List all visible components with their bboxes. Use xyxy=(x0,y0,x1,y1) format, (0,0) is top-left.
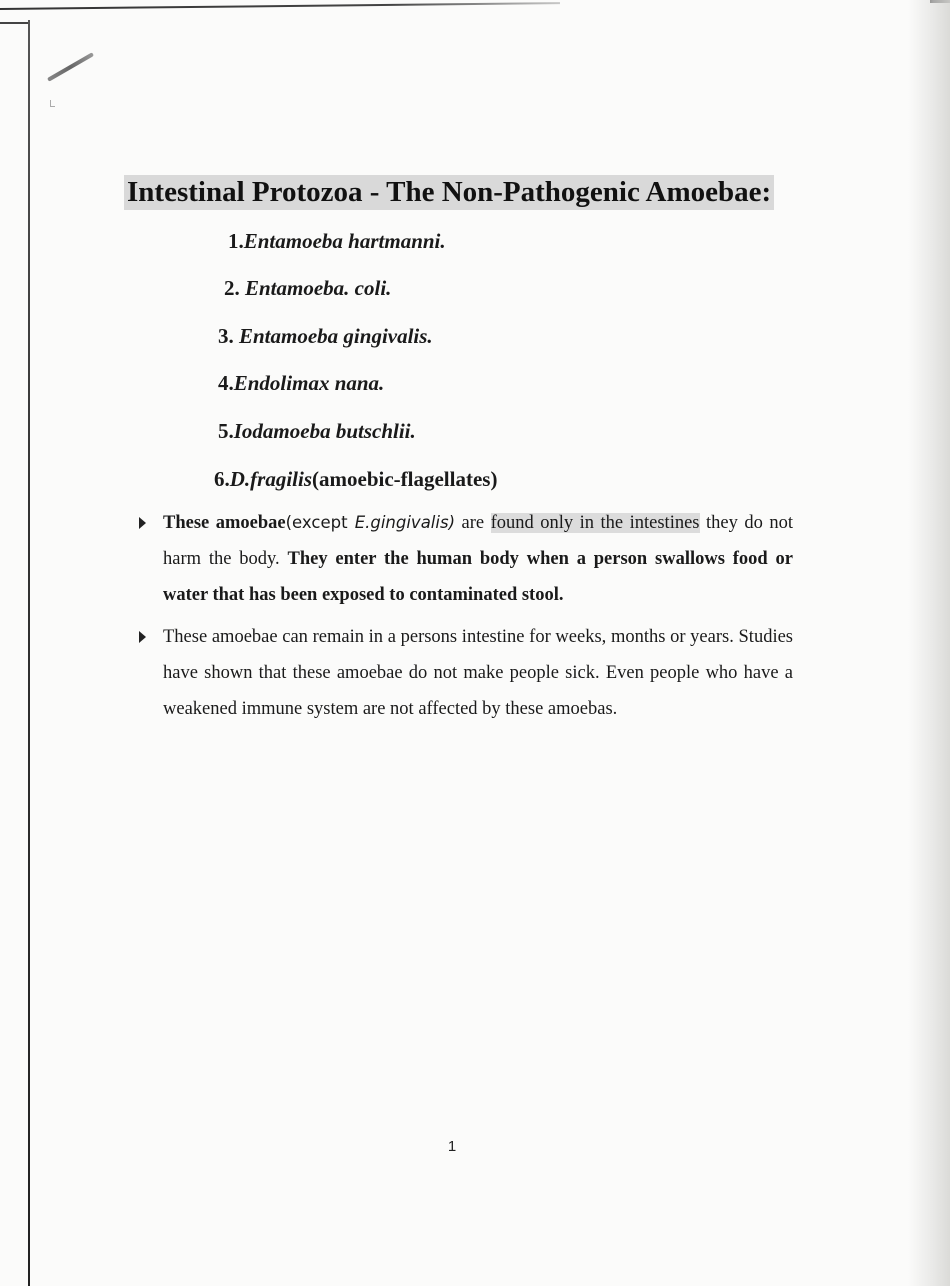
species-number: 6. xyxy=(214,467,230,491)
bullet-arrow-icon xyxy=(139,631,146,643)
pen-mark xyxy=(47,52,94,81)
species-item xyxy=(224,275,391,301)
species-number: 2. xyxy=(224,276,245,300)
scan-border-top xyxy=(0,2,560,10)
species-name: D.fragilis xyxy=(229,467,313,491)
bullet-arrow-icon xyxy=(139,517,146,529)
highlighted-text: found only in the intestines xyxy=(490,513,700,533)
species-item xyxy=(218,418,416,444)
bullet-text: These amoebae can remain in a persons intestine for weeks, months or years. Studies have shown that these amoebae do not make people sick. Even people who have a weakened immune system are not affected by these amoebas. xyxy=(163,627,793,719)
species-name: Iodamoeba butschlii. xyxy=(233,419,416,443)
bullet-plain-text: they do not harm the body. xyxy=(163,513,793,569)
species-name: Entamoeba. coli. xyxy=(245,276,392,300)
bullet-except-species: E.gingivalis) xyxy=(354,513,456,532)
page-title: Intestinal Protozoa - The Non-Pathogenic Amoebae: xyxy=(124,175,774,210)
scan-border-left xyxy=(28,20,30,1286)
species-item xyxy=(228,228,446,254)
species-number: 5. xyxy=(218,419,234,443)
species-number: 4. xyxy=(218,371,234,395)
scan-border-corner xyxy=(0,22,30,24)
page-number: 1 xyxy=(447,1138,457,1155)
species-name: Endolimax nana. xyxy=(233,371,385,395)
species-name: Entamoeba gingivalis. xyxy=(239,324,433,348)
species-item xyxy=(218,370,384,396)
species-number: 1. xyxy=(228,229,244,253)
scan-shadow-right xyxy=(908,0,950,1286)
species-name: Entamoeba hartmanni. xyxy=(243,229,446,253)
bullet-text xyxy=(163,505,793,613)
pen-mark-dot xyxy=(50,100,55,107)
species-note: (amoebic-flagellates) xyxy=(312,467,498,491)
bullet-bold-lead: These amoebae xyxy=(163,513,286,533)
bullet-bold-text: They enter the human body when a person swallows food or water that has been exposed to contaminated stool. xyxy=(163,549,793,605)
species-item xyxy=(214,466,497,492)
species-item xyxy=(218,323,433,349)
species-number: 3. xyxy=(218,324,239,348)
bullet-except-label: (except xyxy=(285,513,355,532)
bullet-plain-text: are xyxy=(455,513,491,533)
